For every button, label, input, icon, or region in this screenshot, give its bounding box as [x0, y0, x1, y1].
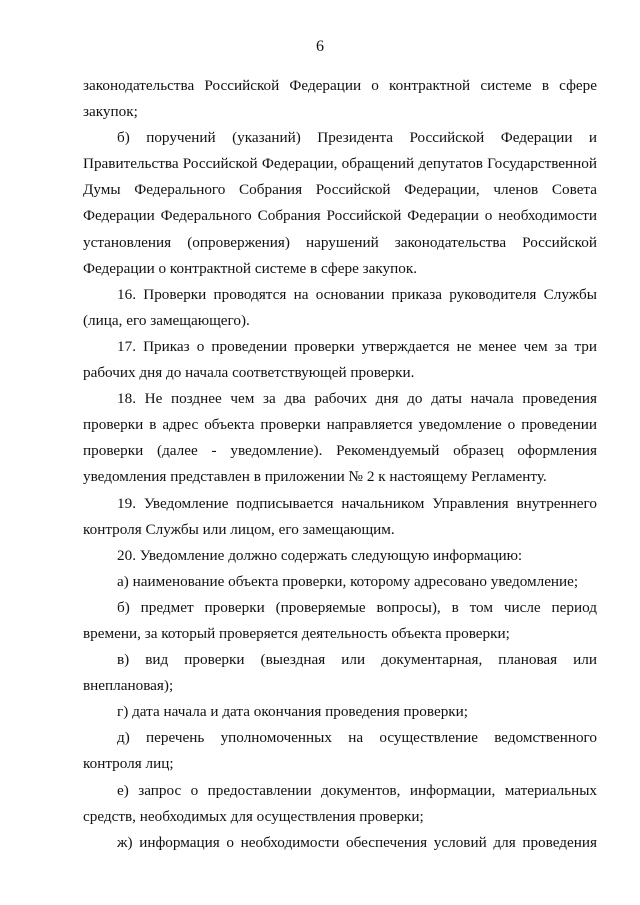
paragraph: г) дата начала и дата окончания проведения проверки; — [117, 703, 469, 721]
paragraph: 19. Уведомление подписывается начальником Управления внутреннего контроля Службы или лицом, его замещающим. — [83, 494, 597, 538]
document-body — [83, 73, 597, 856]
paragraph: законодательства Российской Федерации о контрактной системе в сфере закупок; — [83, 77, 597, 121]
page-number: 6 — [316, 38, 324, 55]
paragraph: б) предмет проверки (проверяемые вопросы), в том числе период времени, за который проверяется деятельность объекта проверки; — [83, 598, 597, 642]
paragraph: а) наименование объекта проверки, которому адресовано уведомление; — [117, 572, 579, 590]
paragraph: д) перечень уполномоченных на осуществление ведомственного контроля лиц; — [83, 729, 597, 773]
paragraph: 20. Уведомление должно содержать следующую информацию: — [117, 546, 523, 564]
paragraph: б) поручений (указаний) Президента Российской Федерации и Правительства Российской Федерации, обращений депутатов Государственной Думы Федерального Собрания Российской Федерации, членов Совета Федерации Федерального Собрания Российской Федерации о необходимости установления (опровержения) нарушений законодательства Российской Федерации о контрактной системе в сфере закупок. — [83, 129, 597, 277]
paragraph: ж) информация о необходимости обеспечения условий для проведения — [117, 833, 597, 851]
paragraph: е) запрос о предоставлении документов, информации, материальных средств, необходимых для осуществления проверки; — [83, 781, 597, 825]
paragraph: 16. Проверки проводятся на основании приказа руководителя Службы (лица, его замещающего). — [83, 285, 597, 329]
paragraph: 18. Не позднее чем за два рабочих дня до даты начала проведения проверки в адрес объекта проверки направляется уведомление о проведении проверки (далее - уведомление). Рекомендуемый образец оформления уведомления представлен в приложении № 2 к настоящему Регламенту. — [83, 390, 597, 486]
paragraph: в) вид проверки (выездная или документарная, плановая или внеплановая); — [83, 651, 597, 695]
paragraph: 17. Приказ о проведении проверки утверждается не менее чем за три рабочих дня до начала соответствующей проверки. — [83, 337, 597, 382]
